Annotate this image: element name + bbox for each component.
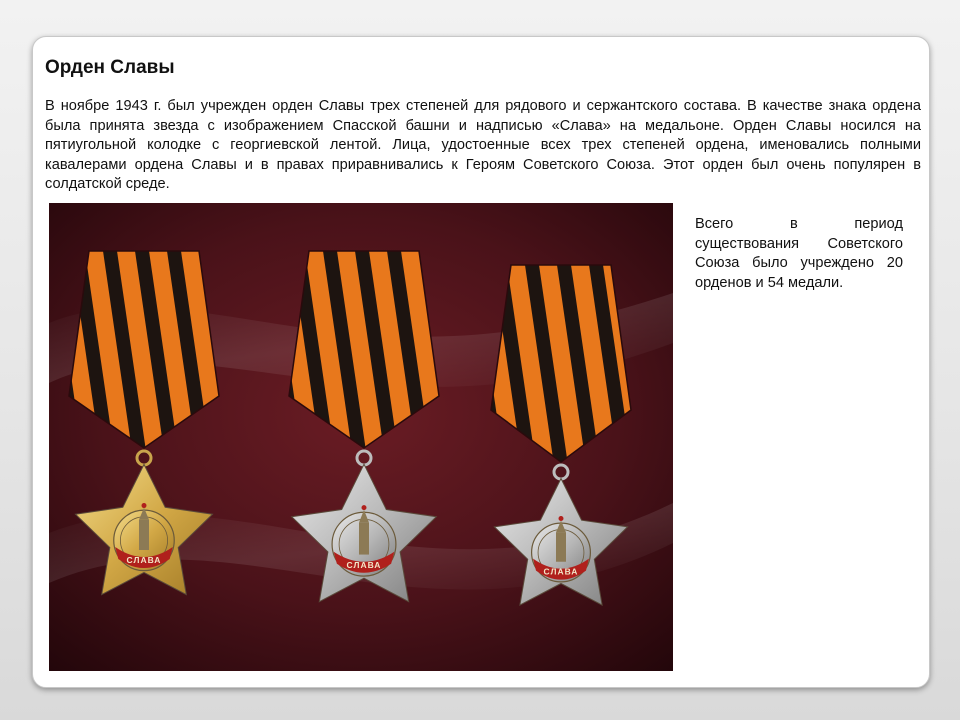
medal-inscription: СЛАВА (543, 566, 579, 577)
intro-paragraph: В ноябре 1943 г. был учрежден орден Славы трех степеней для рядового и сержантского состава. В качестве знака ордена была принята звезда с изображением Спасской башни и надписью «Слава» на медальоне. Орден Славы носился на пятиугольной колодке с георгиевской лентой. Лица, удостоенные всех трех степеней ордена, именовались полными кавалерами ордена Славы и в правах приравнивались к Героям Советского Союза. Этот орден был очень популярен в солдатской среде. (45, 98, 921, 192)
medal-inscription: СЛАВА (346, 559, 382, 570)
spasskaya-tower (139, 520, 149, 550)
side-note: Всего в период существования Советского Союза было учреждено 20 орденов и 54 медали. (695, 216, 903, 291)
medals-photo (49, 203, 673, 671)
spasskaya-tower (359, 523, 369, 555)
spasskaya-tower (556, 532, 566, 561)
slide (32, 36, 930, 688)
medals-illustration (49, 203, 673, 671)
medal-inscription: СЛАВА (126, 555, 162, 566)
slide-title: Орден Славы (45, 57, 175, 78)
